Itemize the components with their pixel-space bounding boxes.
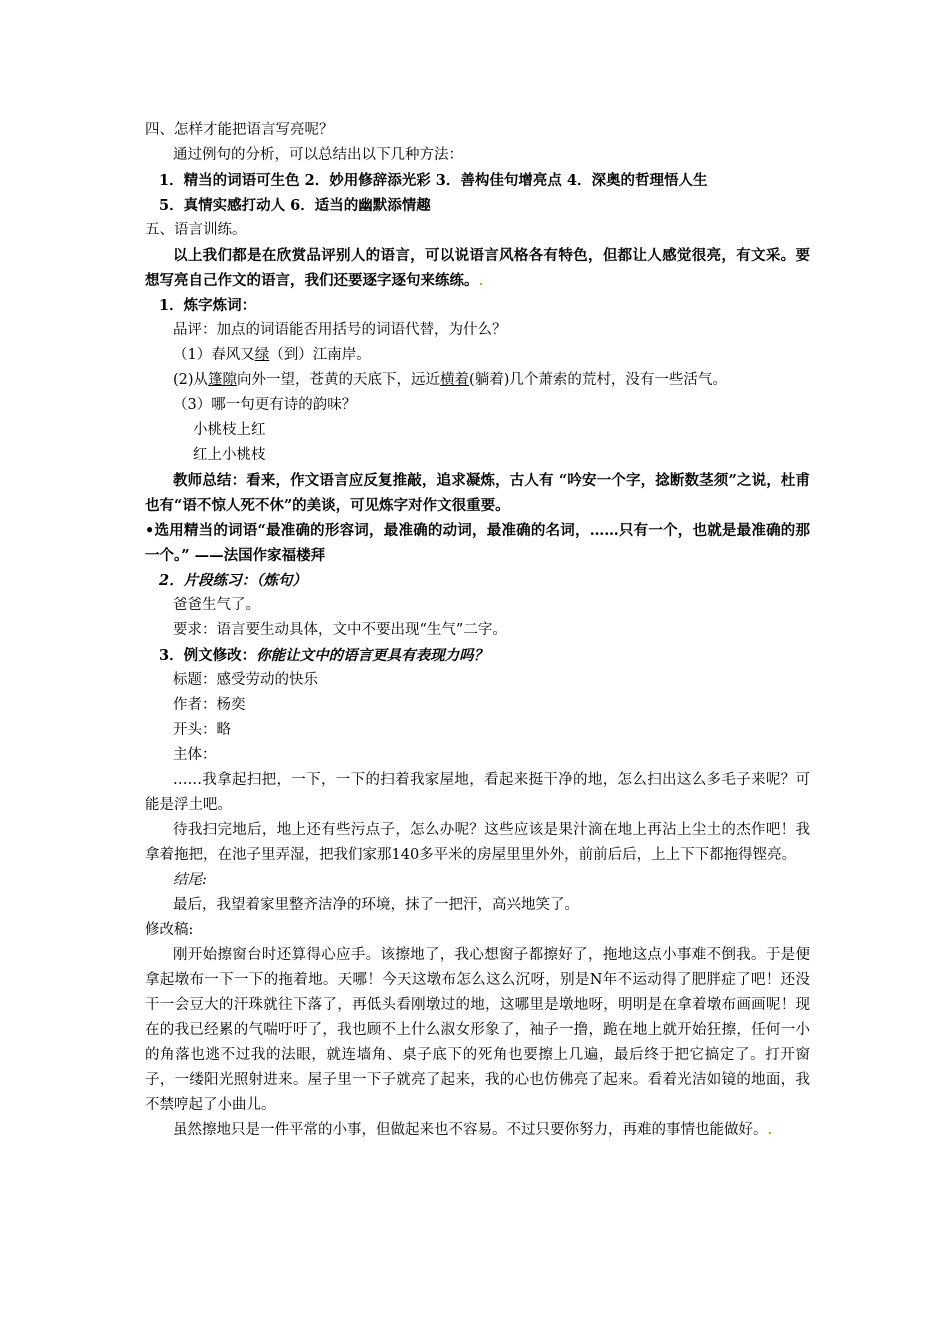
item-2-dotted-word-1: 篷隙 bbox=[208, 372, 238, 388]
part-3-title-question: 你能让文中的语言更具有表现力吗？ bbox=[256, 647, 489, 664]
item-1-suffix: （到）江南岸。 bbox=[269, 347, 371, 363]
item-1-prefix: （1）春风又 bbox=[173, 347, 255, 363]
part-2-title: 2．片段练习：（炼句） bbox=[159, 572, 307, 589]
revision-paragraph-2-text: 虽然擦地只是一件平常的小事，但做起来也不容易。不过只要你努力，再难的事情也能做好。 bbox=[173, 1122, 768, 1138]
item-2-suffix: (躺着)几个萧索的荒村，没有一些活气。 bbox=[469, 372, 727, 388]
part-3-title bbox=[145, 643, 810, 668]
section-5-heading: 五、语言训练。 bbox=[145, 222, 247, 238]
essay-ending-label: 结尾: bbox=[173, 872, 207, 888]
item-2-mid: 向外一望，苍黄的天底下，远近 bbox=[237, 372, 441, 388]
part-3-title-label: 3．例文修改： bbox=[159, 647, 257, 664]
essay-body-paragraph-2: 待我扫完地后，地上还有些污点子，怎么办呢？这些应该是果汁滴在地上再沾上尘土的杰作吧！我拿着拖把，在池子里弄湿，把我们家那140多平米的房屋里里外外，前前后后，上上下下都拖得铿亮。 bbox=[145, 822, 810, 863]
section-4-heading: 四、怎样才能把语言写亮呢？ bbox=[145, 122, 334, 138]
section-5-intro bbox=[145, 243, 810, 293]
revision-paragraph-1: 刚开始擦窗台时还算得心应手。该擦地了，我心想窗子都擦好了，拖地这点小事难不倒我。于是便拿起墩布一下一下的拖着地。天哪！今天这墩布怎么这么沉呀，别是N年不运动得了肥胖症了吧！还没干一会豆大的汗珠就往下落了，再低头看刚墩过的地，这哪里是墩地呀，明明是在拿着墩布画画呢！现在的我已经累的气喘吁吁了，我也顾不上什么淑女形象了，袖子一撸，跪在地上就开始狂擦，任何一小的角落也逃不过我的法眼，就连墙角、桌子底下的死角也要擦上几遍，最后终于把它搞定了。打开窗子，一缕阳光照射进来。屋子里一下子就亮了起来，我的心也仿佛亮了起来。看着光洁如镜的地面，我不禁哼起了小曲儿。 bbox=[145, 947, 810, 1113]
essay-ending: 最后，我望着家里整齐洁净的环境，抹了一把汗，高兴地笑了。 bbox=[173, 897, 579, 913]
flaubert-quote: •选用精当的词语“最准确的形容词，最准确的动词，最准确的名词，……只有一个，也就是最准确的那一个。” ——法国作家福楼拜 bbox=[145, 522, 810, 564]
document-body bbox=[145, 118, 810, 1143]
poem-option-a: 小桃枝上红 bbox=[193, 422, 266, 438]
part-1-prompt: 品评：加点的词语能否用括号的词语代替，为什么？ bbox=[173, 322, 507, 338]
part-1-title: 1．炼字炼词： bbox=[159, 297, 257, 314]
part-1-item-2 bbox=[145, 368, 810, 393]
mark-dot bbox=[480, 283, 482, 285]
essay-body-label: 主体： bbox=[173, 747, 217, 763]
section-4-intro: 通过例句的分析，可以总结出以下几种方法： bbox=[173, 147, 463, 163]
section-5-intro-text: 以上我们都是在欣赏品评别人的语言，可以说语言风格各有特色，但都让人感觉很亮，有文采。要想写亮自己作文的语言，我们还要逐字逐句来练练。 bbox=[145, 247, 810, 289]
part-2-sentence: 爸爸生气了。 bbox=[173, 597, 260, 613]
essay-body-paragraph-1: ……我拿起扫把，一下，一下的扫着我家屋地，看起来挺干净的地，怎么扫出这么多毛子来呢？可能是浮土吧。 bbox=[145, 772, 810, 813]
essay-opening: 开头：略 bbox=[173, 722, 231, 738]
part-1-item-3: （3）哪一句更有诗的韵味？ bbox=[173, 397, 357, 413]
revision-label: 修改稿: bbox=[145, 922, 194, 938]
poem-option-b: 红上小桃枝 bbox=[193, 447, 266, 463]
methods-line-1: 1．精当的词语可生色 2．妙用修辞添光彩 3．善构佳句增亮点 4．深奥的哲理悟人生 bbox=[159, 172, 708, 189]
revision-paragraph-2 bbox=[145, 1118, 810, 1143]
essay-title: 标题：感受劳动的快乐 bbox=[173, 672, 318, 688]
mark-dot-end bbox=[769, 1132, 771, 1134]
essay-author: 作者：杨奕 bbox=[173, 697, 246, 713]
item-2-prefix: (2)从 bbox=[173, 372, 209, 388]
item-1-dotted-word: 绿 bbox=[254, 347, 270, 363]
item-2-dotted-word-2: 横着 bbox=[440, 372, 470, 388]
teacher-summary: 教师总结：看来，作文语言应反复推敲，追求凝炼，古人有 “吟安一个字，捻断数茎须”之说，杜甫也有“语不惊人死不休”的美谈，可见炼字对作文很重要。 bbox=[145, 472, 810, 514]
methods-line-2: 5．真情实感打动人 6．适当的幽默添情趣 bbox=[159, 197, 431, 214]
part-1-item-1 bbox=[145, 343, 810, 368]
part-2-requirement: 要求：语言要生动具体，文中不要出现“生气”二字。 bbox=[173, 622, 507, 638]
